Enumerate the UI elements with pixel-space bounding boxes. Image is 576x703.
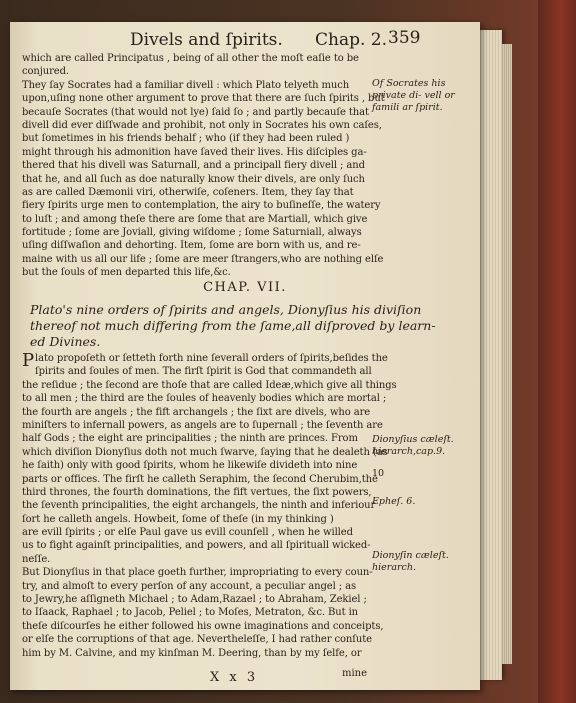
text-line: conjured. xyxy=(22,66,69,78)
margin-note: Of Socrates his private di- vell or famili ar ſpirit. xyxy=(372,78,455,113)
text-line: ed Divines. xyxy=(30,334,101,349)
text-line: divell did ever diſſwade and prohibit, not only in Socrates his own caſes, xyxy=(22,119,382,131)
text-line: or elſe the corruptions of that age. Nevertheleſſe, I had rather conſute xyxy=(22,634,372,646)
chapter-heading: CHAP. VII. xyxy=(203,280,287,295)
text-line: Plato's nine orders of ſpirits and angels, Dionyſius his diviſion xyxy=(30,302,422,317)
text-block-top xyxy=(22,52,385,280)
text-line: that he, and all ſuch as doe naturally know their divels, are only ſuch xyxy=(22,173,365,185)
text-line: but the ſouls of men departed this life,&c. xyxy=(22,267,231,279)
chapter-label: Chap. 2. xyxy=(315,30,388,50)
margin-note: Epheſ. 6. xyxy=(372,496,416,507)
text-line: parts or offices. The firſt he calleth Seraphim, the ſecond Cherubim,the xyxy=(22,473,378,485)
text-line: which are called Principatus , being of all other the moſt eaſie to be xyxy=(22,53,359,64)
text-line: which diviſion Dionyſius doth not much ſwarve, ſaying that he dealeth (as xyxy=(22,446,388,458)
text-line-rest: lato propoſeth or ſetteth forth nine ſeverall orders of ſpirits,beſides the xyxy=(35,353,388,364)
text-line: but ſometimes in his friends behalf ; who (if they had been ruled ) xyxy=(22,133,350,145)
text-line: fiery ſpirits urge men to contemplation, the airy to buſineſſe, the watery xyxy=(22,200,381,212)
page-number: 359 xyxy=(388,28,421,48)
text-line: to Jewry,he aſſigneth Michael ; to Adam,Razael ; to Abraham, Zekiel ; xyxy=(22,594,367,606)
text-line: to Iſaack, Raphael ; to Jacob, Peliel ; to Moſes, Metraton, &c. But in xyxy=(22,607,359,619)
text-line: third thrones, the fourth dominations, the fift vertues, the ſixt powers, xyxy=(22,486,372,498)
text-line: upon,uſing none other argument to prove that there are ſuch ſpirits , but xyxy=(22,93,385,105)
text-line: uſing diſſwaſion and dehorting. Item, ſome are born with us, and re- xyxy=(22,240,361,252)
drop-cap: P xyxy=(22,350,35,371)
text-line: They ſay Socrates had a familiar divell : which Plato telyeth much xyxy=(22,79,350,91)
page-edges-back xyxy=(502,44,512,664)
book-cover-edge xyxy=(538,0,576,703)
text-line: theſe diſcourſes he either followed his owne imaginations and conceipts, xyxy=(22,620,384,632)
text-line: miniſters to infernall powers, as angels are to ſupernall ; the ſeventh are xyxy=(22,419,383,431)
book-page xyxy=(10,22,480,690)
text-line: But Dionyſius in that place goeth further, impropriating to every coun- xyxy=(22,567,373,579)
text-line: becauſe Socrates (that would not lye) ſaid ſo ; and partly becauſe that xyxy=(22,106,369,118)
running-title: Divels and ſpirits. xyxy=(130,30,283,50)
text-line: thered that his divell was Saturnall, and a principall fiery divell ; and xyxy=(22,160,365,172)
margin-note: Dionyſius cæleſt. hierarch,cap.9. xyxy=(372,434,454,457)
text-line: us to fight againſt principalities, and powers, and all ſpirituall wicked- xyxy=(22,540,371,552)
text-line xyxy=(22,350,388,371)
running-header xyxy=(130,30,460,52)
page-edges xyxy=(480,30,502,680)
text-line: he ſaith) only with good ſpirits, whom he likewiſe divideth into nine xyxy=(22,460,358,472)
text-line: half Gods ; the eight are principalities ; the ninth are princes. From xyxy=(22,433,358,445)
text-line: ſpirits and ſoules of men. The firſt ſpirit is God that commandeth all xyxy=(35,366,372,378)
catchword: mine xyxy=(342,668,368,679)
text-line: thereof not much differing from the ſame,all diſproved by learn- xyxy=(30,318,436,333)
text-line: the fourth are angels ; the fift archangels ; the ſixt are divels, who are xyxy=(22,406,371,418)
text-line: fortitude ; ſome are Joviall, giving wiſdome ; ſome Saturniall, always xyxy=(22,227,362,239)
chapter-summary xyxy=(30,302,436,350)
text-line: ſort he calleth angels. Howbeit, ſome of theſe (in my thinking ) xyxy=(22,513,334,525)
text-line: try, and almoſt to every perſon of any account, a peculiar angel ; as xyxy=(22,580,357,592)
text-line: are evill ſpirits ; or elſe Paul gave us evill counſell , when he willed xyxy=(22,527,353,539)
text-line: him by M. Calvine, and my kinſman M. Deering, than by my ſelfe, or xyxy=(22,647,362,659)
text-line: to all men ; the third are the ſoules of heavenly bodies which are mortal ; xyxy=(22,393,387,405)
margin-note: Dionyſin cæleſt. hierarch. xyxy=(372,550,449,573)
text-line: the ſeventh principalities, the eight archangels, the ninth and inferiour xyxy=(22,500,376,512)
text-line: the reſidue ; the ſecond are thoſe that are called Ideæ,which give all things xyxy=(22,379,397,391)
text-line: to luſt ; and among theſe there are ſome that are Martiall, which give xyxy=(22,213,368,225)
text-line: might through his admonition have ſaved their lives. His diſciples ga- xyxy=(22,146,367,158)
margin-note: 10 xyxy=(372,468,385,479)
text-line: as are called Dæmonii viri, otherwiſe, coſeners. Item, they ſay that xyxy=(22,186,354,198)
text-line: maine with us all our life ; ſome are meer ſtrangers,who are nothing elſe xyxy=(22,253,384,265)
signature-mark: X x 3 xyxy=(210,670,259,685)
text-line: neſſe. xyxy=(22,553,51,565)
